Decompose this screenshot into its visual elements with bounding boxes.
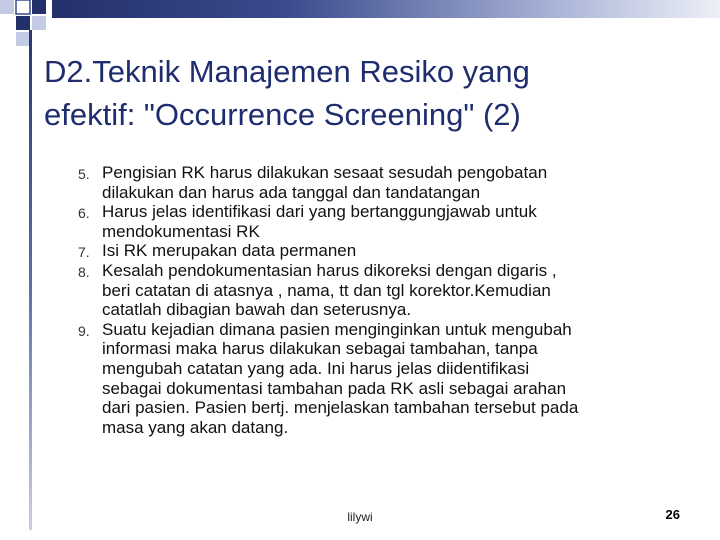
list-text-line: sebagai dokumentasi tambahan pada RK asli sebagai arahan xyxy=(102,378,567,398)
top-gradient-bar xyxy=(52,0,720,18)
list-item xyxy=(72,202,672,241)
list-text-line: catatlah dibagian bawah dan seterusnya. xyxy=(102,300,412,320)
list-number: 8. xyxy=(78,263,90,280)
page-number: 26 xyxy=(665,507,680,522)
list-item xyxy=(72,163,672,202)
list-text-line: Pengisian RK harus dilakukan sesaat sesudah pengobatan xyxy=(102,163,548,182)
list-item xyxy=(72,320,672,438)
footer-author: lilywi xyxy=(347,510,373,524)
slide-title xyxy=(44,50,684,136)
list-text-line: informasi maka harus dilakukan sebagai tambahan, tanpa xyxy=(102,339,538,359)
left-vertical-bar xyxy=(29,30,32,530)
list-number: 5. xyxy=(78,166,90,182)
list-text-line: Isi RK merupakan data permanen xyxy=(102,241,357,261)
list-text-line: dilakukan dan harus ada tanggal dan tandatangan xyxy=(102,182,481,202)
list-item xyxy=(72,241,672,261)
list-text-line: dari pasien. Pasien bertj. menjelaskan tambahan tersebut pada xyxy=(102,398,579,418)
list-number: 9. xyxy=(78,322,90,339)
list-text-line: Harus jelas identifikasi dari yang bertanggungjawab untuk xyxy=(102,202,537,222)
list-text-line: beri catatan di atasnya , nama, tt dan tgl korektor.Kemudian xyxy=(102,280,551,300)
list-number: 6. xyxy=(78,205,90,222)
list-text-line: masa yang akan datang. xyxy=(102,417,289,437)
list-text-line: Kesalah pendokumentasian harus dikoreksi dengan digaris , xyxy=(102,260,557,280)
list-text-line: mengubah catatan yang ada. Ini harus jelas diidentifikasi xyxy=(102,358,530,378)
list-item xyxy=(72,261,672,320)
list-text-line: Suatu kejadian dimana pasien menginginkan untuk mengubah xyxy=(102,319,572,339)
numbered-list xyxy=(72,163,672,437)
slide-title-line: efektif: "Occurrence Screening" (2) xyxy=(44,97,521,132)
slide-title-line: D2.Teknik Manajemen Resiko yang xyxy=(44,54,530,89)
list-text-line: mendokumentasi RK xyxy=(102,221,260,241)
list-number: 7. xyxy=(78,244,90,261)
